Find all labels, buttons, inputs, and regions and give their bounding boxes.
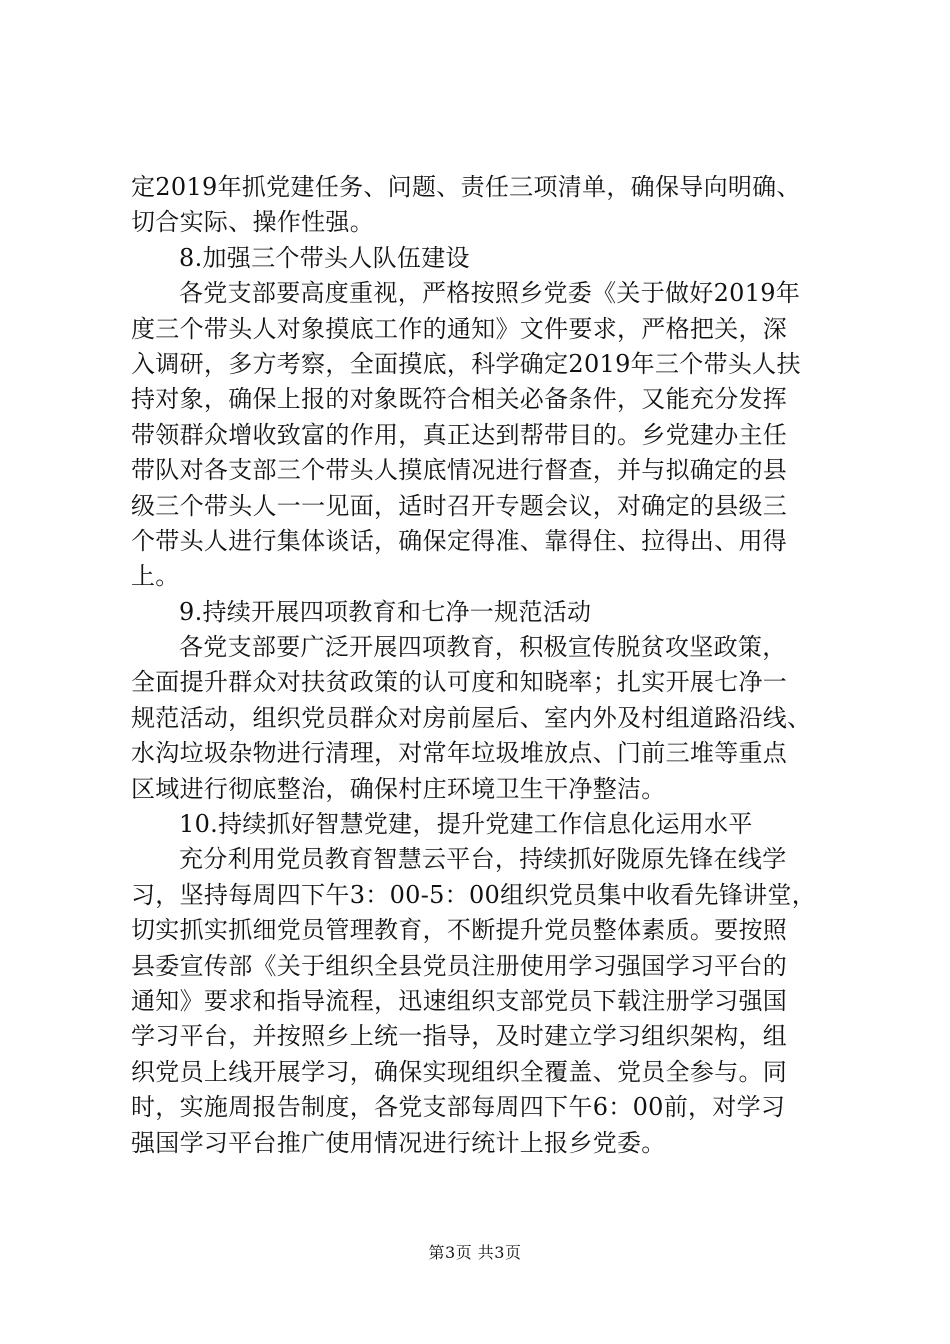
text-line: 充分利用党员教育智慧云平台，持续抓好陇原先锋在线学 [179, 845, 787, 874]
text-line: 水沟垃圾杂物进行清理，对常年垃圾堆放点、门前三堆等重点 [131, 739, 788, 768]
text-line: 带队对各支部三个带头人摸底情况进行督查，并与拟确定的县 [131, 456, 788, 485]
text-line: 规范活动，组织党员群众对房前屋后、室内外及村组道路沿线、 [131, 703, 812, 732]
document-body [131, 170, 831, 1161]
text-line: 时，实施周报告制度，各党支部每周四下午6：00前，对学习 [131, 1093, 786, 1122]
text-line: 各党支部要广泛开展四项教育，积极宣传脱贫攻坚政策， [179, 633, 787, 662]
text-line: 持对象，确保上报的对象既符合相关必备条件，又能充分发挥 [131, 385, 788, 414]
text-line: 8.加强三个带头人队伍建设 [179, 243, 470, 272]
text-line: 度三个带头人对象摸底工作的通知》文件要求，严格把关，深 [131, 314, 788, 343]
text-line: 定2019年抓党建任务、问题、责任三项清单，确保导向明确、 [131, 173, 801, 201]
text-line: 级三个带头人一一见面，适时召开专题会议，对确定的县级三 [131, 491, 788, 520]
text-line: 切合实际、操作性强。 [131, 208, 374, 237]
text-line: 带领群众增收致富的作用，真正达到帮带目的。乡党建办主任 [131, 420, 788, 449]
text-line: 学习平台，并按照乡上统一指导，及时建立学习组织架构，组 [131, 1022, 788, 1051]
text-line: 县委宣传部《关于组织全县党员注册使用学习强国学习平台的 [131, 951, 788, 980]
text-line: 10.持续抓好智慧党建，提升党建工作信息化运用水平 [179, 810, 753, 839]
text-line: 切实抓实抓细党员管理教育，不断提升党员整体素质。要按照 [131, 916, 788, 945]
text-line: 全面提升群众对扶贫政策的认可度和知晓率；扎实开展七净一 [131, 668, 788, 697]
text-line: 各党支部要高度重视，严格按照乡党委《关于做好2019年 [179, 279, 801, 308]
text-line: 通知》要求和指导流程，迅速组织支部党员下载注册学习强国 [131, 986, 788, 1015]
text-line: 入调研，多方考察，全面摸底，科学确定2019年三个带头人扶 [131, 349, 801, 378]
text-line: 习，坚持每周四下午3：00-5：00组织党员集中收看先锋讲堂， [131, 880, 817, 909]
text-line: 个带头人进行集体谈话，确保定得准、靠得住、拉得出、用得 [131, 526, 788, 555]
text-line: 上。 [131, 562, 180, 591]
page-footer: 第3页 共3页 [428, 1243, 522, 1262]
text-line: 9.持续开展四项教育和七净一规范活动 [179, 597, 592, 626]
text-line: 织党员上线开展学习，确保实现组织全覆盖、党员全参与。同 [131, 1057, 788, 1086]
text-line: 强国学习平台推广使用情况进行统计上报乡党委。 [131, 1128, 666, 1157]
text-line: 区域进行彻底整治，确保村庄环境卫生干净整洁。 [131, 774, 666, 803]
